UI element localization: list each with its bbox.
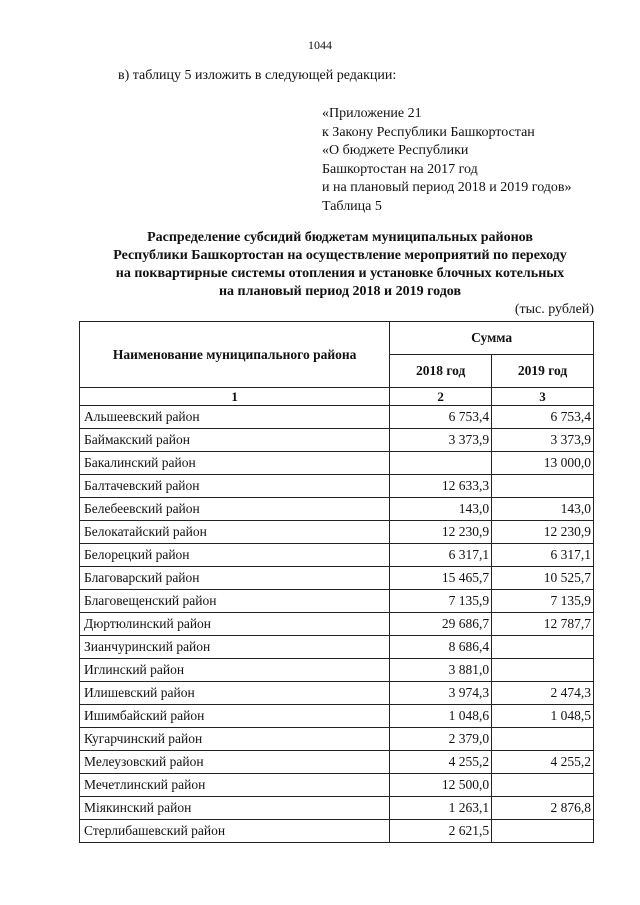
header-2018: 2018 год	[390, 355, 492, 388]
units-label: (тыс. рублей)	[514, 302, 594, 317]
district-name-cell: Бакалинский район	[80, 452, 390, 475]
district-name-cell: Благовещенский район	[80, 590, 390, 613]
district-name-cell: Дюртюлинский район	[80, 613, 390, 636]
district-name-cell: Зианчуринский район	[80, 636, 390, 659]
appendix-line: Башкортостан на 2017 год	[322, 161, 478, 177]
district-name-cell: Альшеевский район	[80, 406, 390, 429]
value-2018-cell: 2 621,5	[390, 820, 492, 843]
table-row	[80, 475, 594, 498]
value-2018-cell: 143,0	[390, 498, 492, 521]
table-row	[80, 797, 594, 820]
table-row	[80, 728, 594, 751]
page-number: 1044	[308, 38, 332, 52]
header-sum: Сумма	[390, 322, 594, 355]
table-number: Таблица 5	[322, 198, 382, 214]
column-number: 3	[492, 388, 594, 406]
value-2019-cell: 2 474,3	[492, 682, 594, 705]
district-name-cell: Ишимбайский район	[80, 705, 390, 728]
title-line: на плановый период 2018 и 2019 годов	[218, 284, 462, 299]
value-2018-cell: 6 317,1	[390, 544, 492, 567]
title-line: Распределение субсидий бюджетам муниципальных районов	[147, 230, 533, 245]
header-2019: 2019 год	[492, 355, 594, 388]
title-line: Республики Башкортостан на осуществление мероприятий по переходу	[113, 248, 567, 263]
table-row	[80, 705, 594, 728]
value-2019-cell: 10 525,7	[492, 567, 594, 590]
district-name-cell: Белорецкий район	[80, 544, 390, 567]
district-name-cell: Стерлибашевский район	[80, 820, 390, 843]
table-body	[80, 406, 594, 843]
subsidy-table	[79, 321, 594, 843]
table-row	[80, 521, 594, 544]
value-2018-cell: 8 686,4	[390, 636, 492, 659]
value-2019-cell: 13 000,0	[492, 452, 594, 475]
column-number-row	[80, 388, 594, 406]
value-2019-cell	[492, 636, 594, 659]
value-2019-cell: 143,0	[492, 498, 594, 521]
value-2018-cell: 12 500,0	[390, 774, 492, 797]
value-2019-cell: 3 373,9	[492, 429, 594, 452]
appendix-line: «Приложение 21	[322, 106, 422, 121]
district-name-cell: Илишевский район	[80, 682, 390, 705]
table-header-row	[80, 322, 594, 355]
table-row	[80, 429, 594, 452]
value-2019-cell	[492, 728, 594, 751]
appendix-line: к Закону Республики Башкортостан	[322, 124, 535, 140]
document-title	[60, 229, 620, 301]
table-row	[80, 590, 594, 613]
district-name-cell: Балтачевский район	[80, 475, 390, 498]
value-2018-cell: 3 373,9	[390, 429, 492, 452]
value-2018-cell: 15 465,7	[390, 567, 492, 590]
table-row	[80, 567, 594, 590]
value-2018-cell: 3 881,0	[390, 659, 492, 682]
value-2019-cell	[492, 774, 594, 797]
value-2018-cell: 29 686,7	[390, 613, 492, 636]
district-name-cell: Благоварский район	[80, 567, 390, 590]
value-2019-cell: 6 753,4	[492, 406, 594, 429]
value-2018-cell: 2 379,0	[390, 728, 492, 751]
table-row	[80, 636, 594, 659]
district-name-cell: Белокатайский район	[80, 521, 390, 544]
value-2018-cell: 7 135,9	[390, 590, 492, 613]
value-2018-cell	[390, 452, 492, 475]
table-row	[80, 682, 594, 705]
value-2018-cell: 1 048,6	[390, 705, 492, 728]
table-row	[80, 820, 594, 843]
district-name-cell: Кугарчинский район	[80, 728, 390, 751]
header-district-name: Наименование муниципального района	[80, 322, 390, 388]
appendix-reference	[322, 105, 572, 216]
value-2019-cell: 1 048,5	[492, 705, 594, 728]
appendix-line: «О бюджете Республики	[322, 143, 469, 158]
value-2019-cell: 2 876,8	[492, 797, 594, 820]
value-2019-cell: 6 317,1	[492, 544, 594, 567]
value-2019-cell: 12 230,9	[492, 521, 594, 544]
column-number: 1	[80, 388, 390, 406]
appendix-line: и на плановый период 2018 и 2019 годов»	[322, 180, 572, 195]
value-2018-cell: 12 230,9	[390, 521, 492, 544]
value-2019-cell	[492, 475, 594, 498]
intro-text: в) таблицу 5 изложить в следующей редакции:	[118, 68, 397, 83]
table-row	[80, 544, 594, 567]
district-name-cell: Мiякинский район	[80, 797, 390, 820]
value-2019-cell: 12 787,7	[492, 613, 594, 636]
value-2018-cell: 12 633,3	[390, 475, 492, 498]
value-2018-cell: 3 974,3	[390, 682, 492, 705]
value-2018-cell: 4 255,2	[390, 751, 492, 774]
table-row	[80, 659, 594, 682]
table-row	[80, 406, 594, 429]
district-name-cell: Мечетлинский район	[80, 774, 390, 797]
value-2019-cell	[492, 820, 594, 843]
district-name-cell: Баймакский район	[80, 429, 390, 452]
title-line: на поквартирные системы отопления и установке блочных котельных	[115, 266, 565, 281]
value-2019-cell	[492, 659, 594, 682]
value-2019-cell: 7 135,9	[492, 590, 594, 613]
district-name-cell: Мелеузовский район	[80, 751, 390, 774]
district-name-cell: Белебеевский район	[80, 498, 390, 521]
value-2018-cell: 1 263,1	[390, 797, 492, 820]
table-row	[80, 774, 594, 797]
value-2019-cell: 4 255,2	[492, 751, 594, 774]
table-row	[80, 452, 594, 475]
table-row	[80, 498, 594, 521]
district-name-cell: Иглинский район	[80, 659, 390, 682]
value-2018-cell: 6 753,4	[390, 406, 492, 429]
table-row	[80, 613, 594, 636]
column-number: 2	[390, 388, 492, 406]
table-row	[80, 751, 594, 774]
